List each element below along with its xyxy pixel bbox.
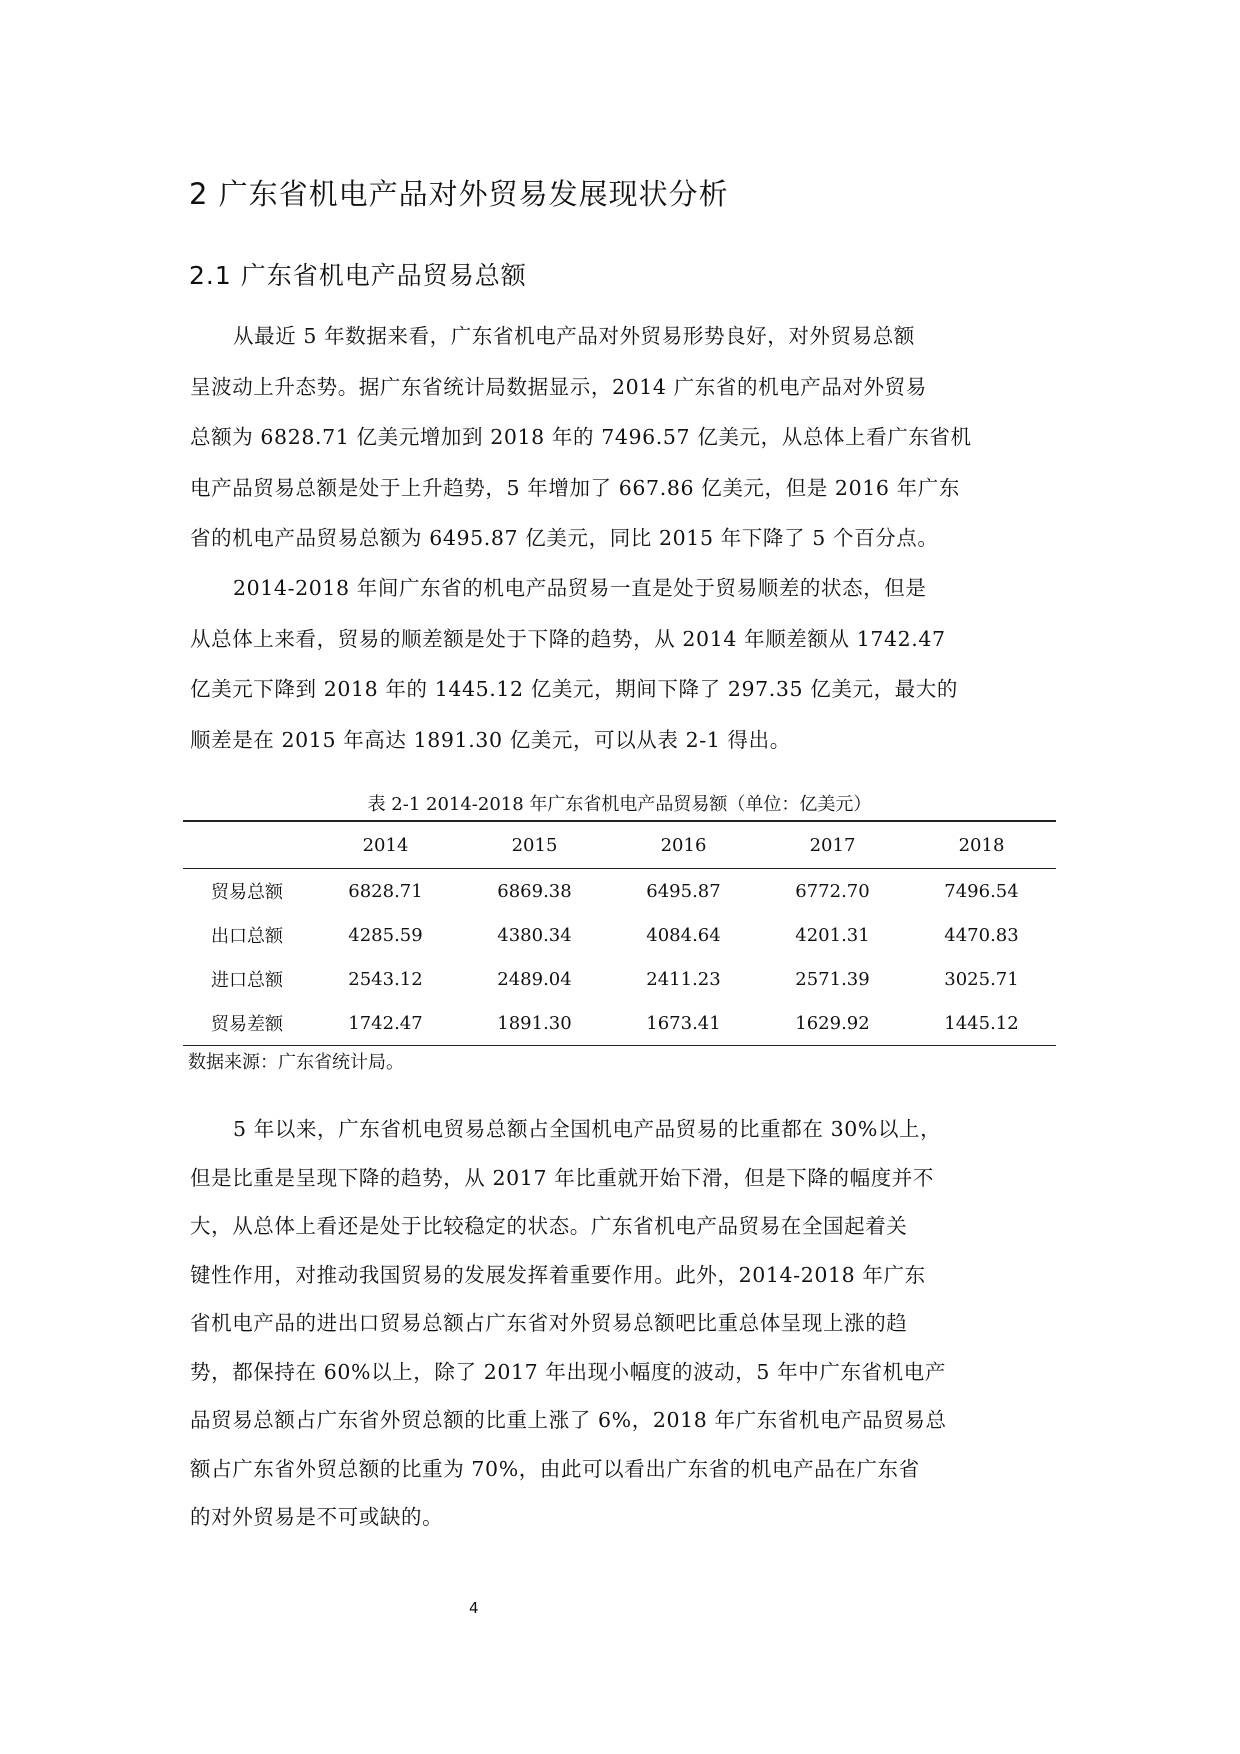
table-cell: 1891.30 bbox=[497, 1012, 572, 1034]
table-cell: 2489.04 bbox=[497, 968, 572, 990]
paragraph-trade-surplus bbox=[190, 563, 1062, 765]
row-label: 进口总额 bbox=[211, 970, 283, 991]
table-cell: 1673.41 bbox=[646, 1012, 721, 1034]
text-line: 总额为 6828.71 亿美元增加到 2018 年的 7496.57 亿美元，从总体上看广东省机 bbox=[190, 425, 972, 449]
text-line: 电产品贸易总额是处于上升趋势，5 年增加了 667.86 亿美元，但是 2016 年广东 bbox=[190, 475, 960, 500]
text-line: 额占广东省外贸总额的比重为 70%，由此可以看出广东省的机电产品在广东省 bbox=[190, 1456, 920, 1481]
trade-table bbox=[183, 820, 1056, 1046]
text-line: 顺差是在 2015 年高达 1891.30 亿美元，可以从表 2-1 得出。 bbox=[190, 727, 791, 752]
table-row bbox=[183, 869, 1056, 914]
chapter-heading: 2 广东省机电产品对外贸易发展现状分析 bbox=[189, 177, 729, 211]
text-line: 大，从总体上看还是处于比较稳定的状态。广东省机电产品贸易在全国起着关 bbox=[190, 1214, 908, 1238]
table-caption: 表 2-1 2014-2018 年广东省机电产品贸易额（单位：亿美元） bbox=[367, 794, 872, 815]
column-header bbox=[183, 821, 311, 869]
table-header-row bbox=[183, 821, 1056, 869]
column-header: 2016 bbox=[660, 834, 707, 856]
table-cell: 4380.34 bbox=[497, 924, 572, 946]
text-line: 省的机电产品贸易总额为 6495.87 亿美元，同比 2015 年下降了 5 个百分点。 bbox=[190, 526, 939, 550]
paragraph-national-share bbox=[190, 1105, 1062, 1542]
table-cell: 2543.12 bbox=[348, 968, 423, 990]
table-cell: 6495.87 bbox=[646, 880, 721, 902]
text-line: 势，都保持在 60%以上，除了 2017 年出现小幅度的波动，5 年中广东省机电产 bbox=[190, 1359, 946, 1384]
column-header: 2017 bbox=[809, 834, 856, 856]
table-source-note: 数据来源：广东省统计局。 bbox=[188, 1052, 404, 1073]
table-cell: 1742.47 bbox=[348, 1012, 423, 1034]
column-header: 2018 bbox=[958, 834, 1005, 856]
table-cell: 4470.83 bbox=[944, 924, 1019, 946]
table-cell: 2411.23 bbox=[646, 968, 721, 990]
row-label: 出口总额 bbox=[211, 926, 283, 947]
column-header: 2015 bbox=[511, 834, 558, 856]
table-cell: 4084.64 bbox=[646, 924, 721, 946]
text-line: 2014-2018 年间广东省的机电产品贸易一直是处于贸易顺差的状态，但是 bbox=[233, 576, 927, 600]
text-line: 亿美元下降到 2018 年的 1445.12 亿美元，期间下降了 297.35 亿美元，最大的 bbox=[190, 677, 958, 701]
table-cell: 6869.38 bbox=[497, 880, 572, 902]
text-line: 省机电产品的进出口贸易总额占广东省对外贸易总额吧比重总体呈现上涨的趋 bbox=[190, 1311, 908, 1335]
table-cell: 2571.39 bbox=[795, 968, 870, 990]
row-label: 贸易差额 bbox=[211, 1014, 283, 1035]
text-line: 但是比重是呈现下降的趋势，从 2017 年比重就开始下滑，但是下降的幅度并不 bbox=[190, 1165, 935, 1190]
paragraph-trade-total bbox=[190, 311, 1062, 564]
table-row bbox=[183, 1001, 1056, 1046]
table-cell: 1445.12 bbox=[944, 1012, 1019, 1034]
text-line: 键性作用，对推动我国贸易的发展发挥着重要作用。此外，2014-2018 年广东 bbox=[190, 1262, 926, 1287]
text-line: 从最近 5 年数据来看，广东省机电产品对外贸易形势良好，对外贸易总额 bbox=[233, 324, 915, 348]
table-cell: 6772.70 bbox=[795, 880, 870, 902]
table-row bbox=[183, 957, 1056, 1001]
table-cell: 4285.59 bbox=[348, 924, 423, 946]
text-line: 的对外贸易是不可或缺的。 bbox=[190, 1505, 444, 1529]
table-cell: 1629.92 bbox=[795, 1012, 870, 1034]
page-number: 4 bbox=[469, 1599, 479, 1617]
table-cell: 6828.71 bbox=[348, 880, 423, 902]
text-line: 从总体上来看，贸易的顺差额是处于下降的趋势，从 2014 年顺差额从 1742.47 bbox=[190, 626, 946, 651]
table-cell: 7496.54 bbox=[944, 880, 1019, 902]
column-header: 2014 bbox=[362, 834, 409, 856]
text-line: 品贸易总额占广东省外贸总额的比重上涨了 6%，2018 年广东省机电产品贸易总 bbox=[190, 1408, 947, 1432]
text-line: 5 年以来，广东省机电贸易总额占全国机电产品贸易的比重都在 30%以上， bbox=[233, 1117, 942, 1141]
section-heading: 2.1 广东省机电产品贸易总额 bbox=[189, 261, 527, 290]
table-cell: 3025.71 bbox=[944, 968, 1019, 990]
row-label: 贸易总额 bbox=[211, 882, 283, 903]
table-row bbox=[183, 913, 1056, 957]
text-line: 呈波动上升态势。据广东省统计局数据显示，2014 广东省的机电产品对外贸易 bbox=[190, 374, 927, 399]
table-cell: 4201.31 bbox=[795, 924, 870, 946]
